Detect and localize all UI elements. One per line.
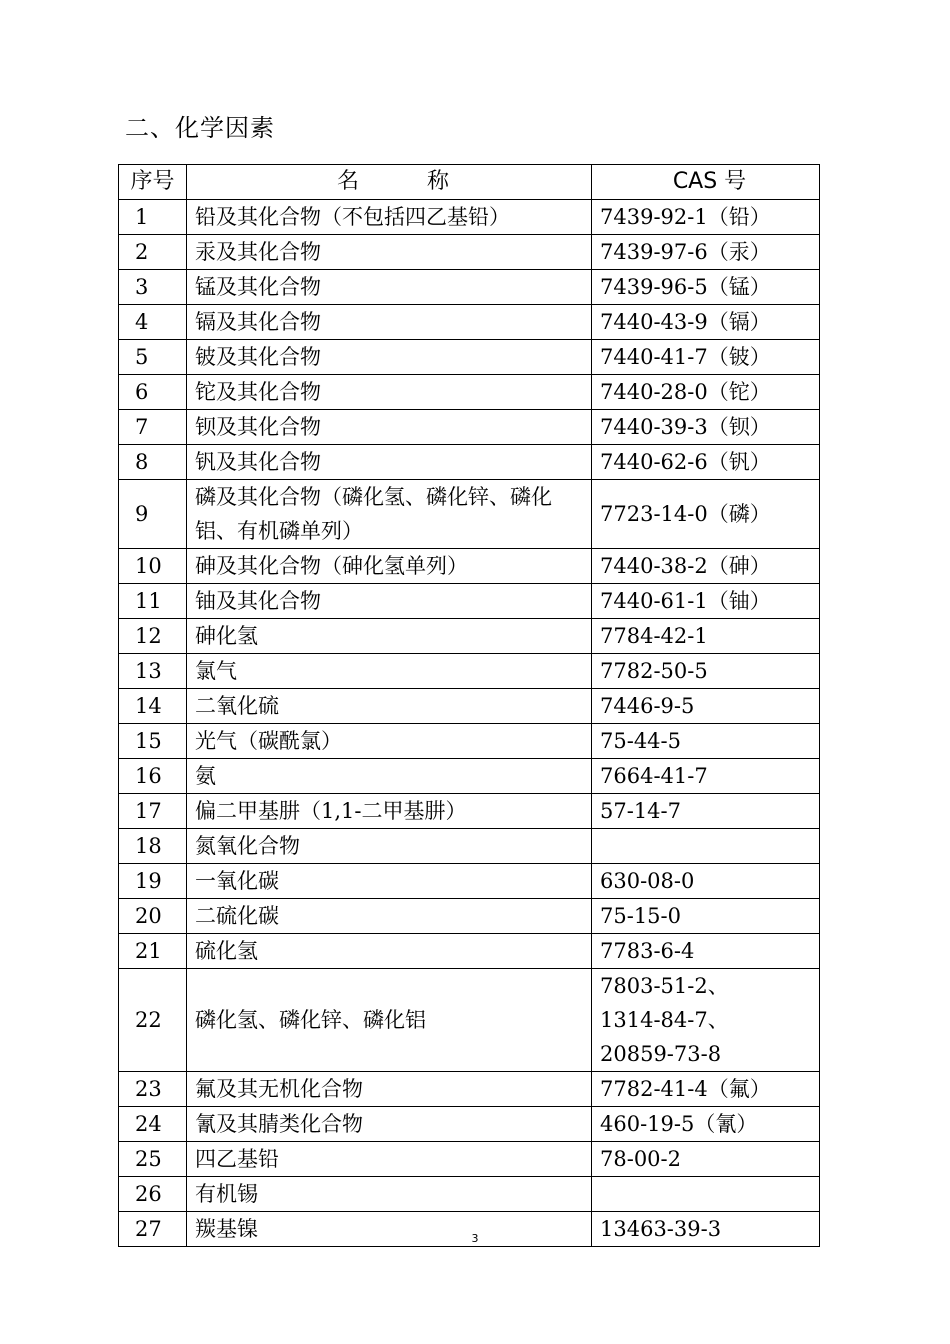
cas-number: 78-00-2 [592, 1142, 820, 1177]
header-no: 序号 [119, 165, 187, 200]
row-number: 13 [119, 654, 187, 689]
cas-number [592, 1177, 820, 1212]
cas-number: 7782-41-4（氟） [592, 1072, 820, 1107]
table-row [119, 794, 820, 829]
row-number: 7 [119, 410, 187, 445]
table-row [119, 445, 820, 480]
row-number: 27 [119, 1212, 187, 1247]
table-row [119, 270, 820, 305]
chemical-name: 一氧化碳 [187, 864, 592, 899]
cas-number: 7784-42-1 [592, 619, 820, 654]
chemical-name: 磷及其化合物（磷化氢、磷化锌、磷化铝、有机磷单列） [187, 480, 592, 549]
chemical-name: 硫化氢 [187, 934, 592, 969]
cas-number: 7440-28-0（铊） [592, 375, 820, 410]
cas-number: 7783-6-4 [592, 934, 820, 969]
row-number: 2 [119, 235, 187, 270]
table-row [119, 375, 820, 410]
row-number: 26 [119, 1177, 187, 1212]
cas-number-line: 1314-84-7、 [600, 1008, 729, 1032]
table-row [119, 1177, 820, 1212]
table-row [119, 410, 820, 445]
cas-number: 7440-43-9（镉） [592, 305, 820, 340]
table-row [119, 724, 820, 759]
chemical-name: 镉及其化合物 [187, 305, 592, 340]
cas-number: 13463-39-3 [592, 1212, 820, 1247]
cas-number: 7723-14-0（磷） [592, 480, 820, 549]
table-row [119, 235, 820, 270]
row-number: 5 [119, 340, 187, 375]
chemical-factors-table [118, 164, 820, 1247]
header-cas: CAS 号 [592, 165, 820, 200]
cas-number: 7664-41-7 [592, 759, 820, 794]
chemical-name: 羰基镍 [187, 1212, 592, 1247]
cas-number [592, 969, 820, 1072]
table-row [119, 1072, 820, 1107]
cas-number: 630-08-0 [592, 864, 820, 899]
chemical-name: 铀及其化合物 [187, 584, 592, 619]
row-number: 22 [119, 969, 187, 1072]
row-number: 24 [119, 1107, 187, 1142]
cas-number: 57-14-7 [592, 794, 820, 829]
cas-number: 7440-61-1（铀） [592, 584, 820, 619]
header-name-char-1: 名 [336, 169, 359, 194]
chemical-name: 有机锡 [187, 1177, 592, 1212]
chemical-name: 砷化氢 [187, 619, 592, 654]
chemical-name: 氨 [187, 759, 592, 794]
row-number: 16 [119, 759, 187, 794]
table-header-row [119, 165, 820, 200]
table-row [119, 654, 820, 689]
chemical-name: 氯气 [187, 654, 592, 689]
header-name-char-2: 称 [427, 169, 450, 194]
section-heading: 二、化学因素 [125, 114, 275, 142]
table-row [119, 1142, 820, 1177]
cas-number [592, 829, 820, 864]
row-number: 12 [119, 619, 187, 654]
table-row [119, 200, 820, 235]
cas-number: 75-44-5 [592, 724, 820, 759]
row-number: 18 [119, 829, 187, 864]
row-number: 6 [119, 375, 187, 410]
chemical-name: 磷化氢、磷化锌、磷化铝 [187, 969, 592, 1072]
row-number: 25 [119, 1142, 187, 1177]
chemical-name: 氮氧化合物 [187, 829, 592, 864]
chemical-name: 光气（碳酰氯） [187, 724, 592, 759]
chemical-name: 铅及其化合物（不包括四乙基铅） [187, 200, 592, 235]
table-row [119, 619, 820, 654]
chemical-name: 汞及其化合物 [187, 235, 592, 270]
row-number: 4 [119, 305, 187, 340]
table-row [119, 340, 820, 375]
row-number: 19 [119, 864, 187, 899]
chemical-name: 钒及其化合物 [187, 445, 592, 480]
chemical-name: 锰及其化合物 [187, 270, 592, 305]
chemical-name: 偏二甲基肼（1,1-二甲基肼） [187, 794, 592, 829]
cas-number: 7439-96-5（锰） [592, 270, 820, 305]
table-row [119, 549, 820, 584]
row-number: 3 [119, 270, 187, 305]
cas-number: 460-19-5（氰） [592, 1107, 820, 1142]
chemical-name: 氰及其腈类化合物 [187, 1107, 592, 1142]
row-number: 20 [119, 899, 187, 934]
chemical-name: 铍及其化合物 [187, 340, 592, 375]
cas-number: 75-15-0 [592, 899, 820, 934]
chemical-name: 四乙基铅 [187, 1142, 592, 1177]
page-number: 3 [471, 1232, 479, 1245]
row-number: 21 [119, 934, 187, 969]
row-number: 14 [119, 689, 187, 724]
chemical-name: 钡及其化合物 [187, 410, 592, 445]
chemical-name: 铊及其化合物 [187, 375, 592, 410]
table-row [119, 969, 820, 1072]
row-number: 8 [119, 445, 187, 480]
row-number: 9 [119, 480, 187, 549]
table-row [119, 305, 820, 340]
row-number: 17 [119, 794, 187, 829]
chemical-name: 二硫化碳 [187, 899, 592, 934]
cas-number: 7440-62-6（钒） [592, 445, 820, 480]
table-row [119, 899, 820, 934]
table-row [119, 934, 820, 969]
cas-number: 7782-50-5 [592, 654, 820, 689]
cas-number: 7446-9-5 [592, 689, 820, 724]
row-number: 23 [119, 1072, 187, 1107]
table-row [119, 829, 820, 864]
table-row [119, 584, 820, 619]
header-name [187, 165, 592, 200]
row-number: 10 [119, 549, 187, 584]
table-row [119, 864, 820, 899]
cas-number-line: 7803-51-2、 [600, 974, 729, 998]
cas-number: 7439-97-6（汞） [592, 235, 820, 270]
cas-number: 7440-41-7（铍） [592, 340, 820, 375]
row-number: 11 [119, 584, 187, 619]
cas-number: 7439-92-1（铅） [592, 200, 820, 235]
chemical-name: 砷及其化合物（砷化氢单列） [187, 549, 592, 584]
table-row [119, 480, 820, 549]
table-row [119, 689, 820, 724]
chemical-name: 氟及其无机化合物 [187, 1072, 592, 1107]
table-row [119, 1107, 820, 1142]
cas-number-line: 20859-73-8 [600, 1042, 722, 1066]
cas-number: 7440-38-2（砷） [592, 549, 820, 584]
cas-number: 7440-39-3（钡） [592, 410, 820, 445]
row-number: 15 [119, 724, 187, 759]
row-number: 1 [119, 200, 187, 235]
chemical-name: 二氧化硫 [187, 689, 592, 724]
table-row [119, 759, 820, 794]
